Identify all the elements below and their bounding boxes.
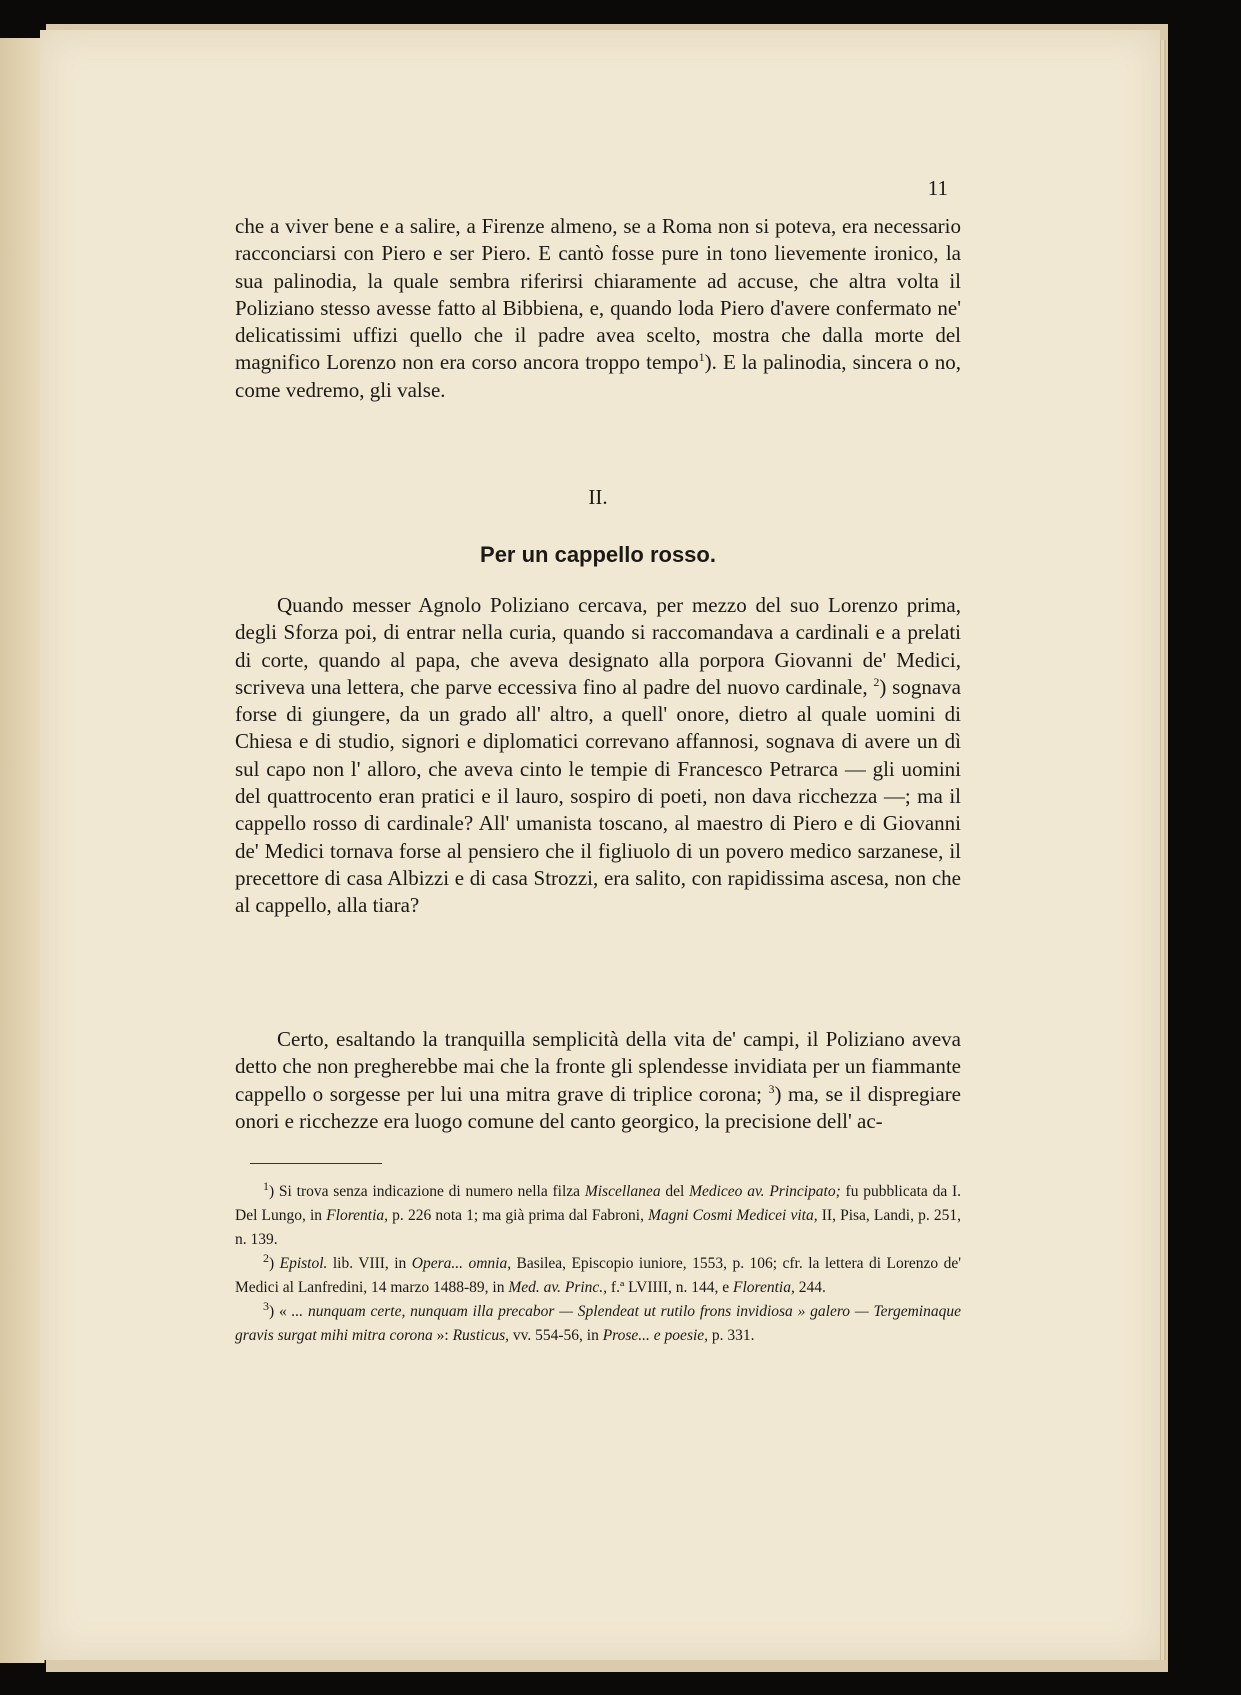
- footnote-text: ) «: [269, 1303, 292, 1320]
- footnote-text: f.ª LVIIII, n. 144, e: [607, 1279, 733, 1296]
- footnote-mark: 1: [263, 1178, 269, 1193]
- section-title: Per un cappello rosso.: [480, 542, 716, 567]
- footnote-text: ) Si trova senza indicazione di numero nella filza: [269, 1183, 585, 1200]
- section-number: II.: [588, 485, 608, 509]
- footnote-italic: Prose... e poesie,: [602, 1327, 709, 1344]
- footnote-italic: Med. av. Princ.,: [508, 1279, 608, 1296]
- book-page: [40, 30, 1160, 1660]
- footnote-italic: Miscellanea: [584, 1183, 661, 1200]
- footnote-text: p. 331.: [708, 1327, 755, 1344]
- footnote-mark: 3: [263, 1298, 269, 1313]
- paragraph-text: Certo, esaltando la tranquilla semplicità della vita de' campi, il Poliziano aveva detto che non pregherebbe mai che la fronte gli splendesse invidiata per un fiammante cappello o sorgesse per lui una mitra grave di triplice corona;: [235, 1027, 961, 1106]
- footnote-text: »:: [432, 1327, 453, 1344]
- paragraph-text-end: ) sognava forse di giungere, da un grado all' altro, a quell' onore, dietro al quale uomini di Chiesa e di studio, signori e diplomatici correvano affannosi, sognava di avere un dì sul capo non l' alloro, che aveva cinto le tempie di Francesco Petrarca — gli uomini del quattrocento eran pratici e il lauro, sospiro di poeti, non dava ricchezza —; ma il cappello rosso di cardinale? All' umanista toscano, al maestro di Piero e di Giovanni de' Medici tornava forse al pensiero che il figliuolo di un povero medico sarzanese, il precettore di casa Albizzi e di casa Strozzi, era salito, con rapidissima ascesa, non che al cappello, alla tiara?: [235, 674, 961, 918]
- footnote-italic: Opera... omnia,: [411, 1255, 512, 1272]
- footnote-italic: Florentia,: [326, 1207, 389, 1224]
- paragraph-text-end: ) ma, se il dispregiare onori e ricchezze era luogo comune del canto georgico, la precisione dell' ac-: [235, 1081, 961, 1133]
- paragraph-text: Quando messer Agnolo Poliziano cercava, per mezzo del suo Lorenzo prima, degli Sforza poi, di entrar nella curia, quando si raccomandava a cardinali e a prelati di corte, quando al papa, che aveva designato alla porpora Giovanni de' Medici, scriveva una lettera, che parve eccessiva fino al padre del nuovo cardinale,: [235, 593, 961, 699]
- facing-page-edge: [0, 38, 45, 1663]
- paragraph-text: che a viver bene e a salire, a Firenze almeno, se a Roma non si poteva, era necessario racconciarsi con Piero e ser Piero. E cantò fosse pure in tono lievemente ironico, la sua palinodia, la quale sembra riferirsi chiaramente ad accuse, che altra volta il Poliziano stesso avesse fatto al Bibbiena, e, quando loda Piero d'avere confermato ne' delicatissimi uffizi quello che il padre avea scelto, mostra che dalla morte del magnifico Lorenzo non era corso ancora troppo tempo: [235, 214, 961, 375]
- footnote-1: [235, 1180, 961, 1252]
- paragraph-text-end: ). E la palinodia, sincera o no, come vedremo, gli valse.: [235, 350, 961, 402]
- footnote-text: 244.: [794, 1279, 826, 1296]
- footnote-text: fu pubblicata da I. Del Lungo, in: [235, 1183, 962, 1224]
- footnote-text: ): [269, 1255, 280, 1272]
- footnote-3: [235, 1300, 961, 1348]
- page-number: 11: [927, 176, 948, 200]
- footnote-2: [235, 1252, 961, 1300]
- footnote-ref: 2: [873, 674, 880, 689]
- paragraph: [235, 1026, 961, 1135]
- footnote-text: p. 226 nota 1; ma già prima dal Fabroni,: [388, 1207, 649, 1224]
- paragraph: [235, 592, 961, 920]
- footnote-italic: Magni Cosmi Medicei vita,: [648, 1207, 818, 1224]
- footnote-text: Basilea, Episcopio iuniore, 1553, p. 106; cfr. la lettera di Lorenzo de' Medici al Lanfredini, 14 marzo 1488-89, in: [235, 1255, 961, 1296]
- footnote-italic: Mediceo av. Principato;: [689, 1183, 841, 1200]
- footnote-mark: 2: [263, 1250, 269, 1265]
- footnote-italic: Epistol.: [279, 1255, 328, 1272]
- footnote-italic: ... nunquam certe, nunquam illa precabor — Splendeat ut rutilo frons invidiosa » galero — Tergeminaque gravis surgat mihi mitra corona: [235, 1303, 961, 1344]
- footnote-text: lib. VIII, in: [327, 1255, 412, 1272]
- footnotes: [235, 1180, 961, 1348]
- footnote-italic: Florentia,: [733, 1279, 795, 1296]
- footnote-text: del: [660, 1183, 690, 1200]
- paragraph-continuation: [235, 213, 961, 404]
- footnote-italic: Rusticus,: [452, 1327, 509, 1344]
- footnote-divider: [250, 1163, 382, 1164]
- footnote-text: II, Pisa, Landi, p. 251, n. 139.: [235, 1207, 961, 1248]
- footnote-ref: 3: [768, 1081, 775, 1096]
- footnote-ref: 1: [698, 350, 705, 365]
- footnote-text: vv. 554-56, in: [509, 1327, 603, 1344]
